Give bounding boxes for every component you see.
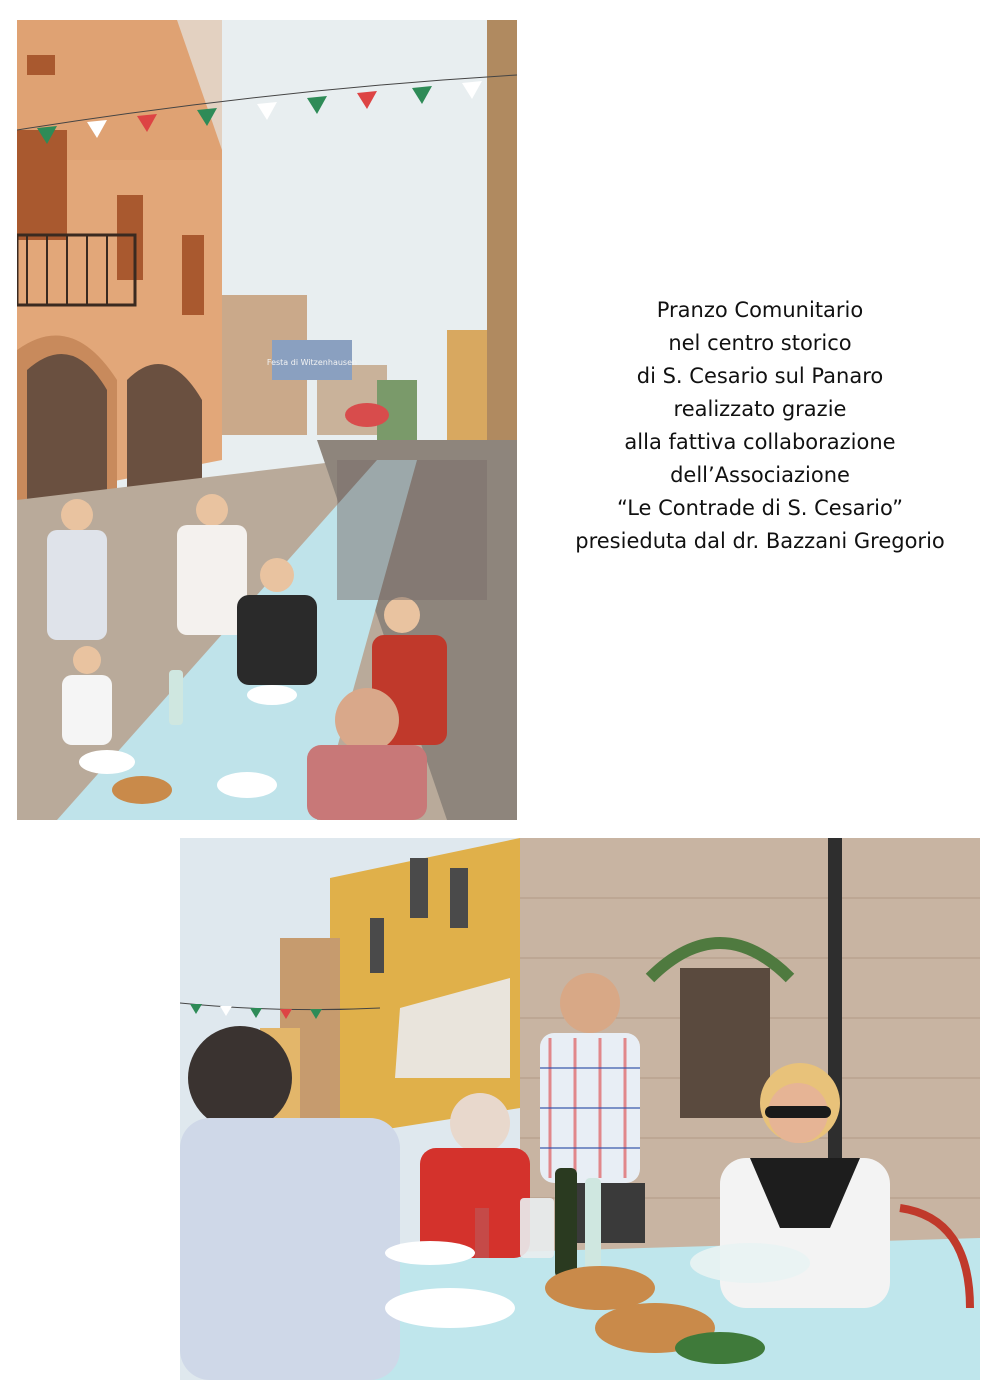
festival-banner-text: Festa di Witzenhausen [266, 358, 358, 367]
caption-line: nel centro storico [668, 331, 852, 355]
caption-line: di S. Cesario sul Panaro [636, 364, 884, 388]
caption-line: “Le Contrade di S. Cesario” [616, 496, 903, 520]
caption-line: dell’Associazione [670, 463, 850, 487]
caption-line: presieduta dal dr. Bazzani Gregorio [575, 529, 945, 553]
caption-line: Pranzo Comunitario [656, 298, 864, 322]
caption-line: realizzato grazie [673, 397, 847, 421]
photo-street-lunch-arcade [17, 20, 517, 820]
caption-text [540, 294, 980, 558]
photo-group-at-table [180, 838, 980, 1380]
caption-line: alla fattiva collaborazione [624, 430, 896, 454]
